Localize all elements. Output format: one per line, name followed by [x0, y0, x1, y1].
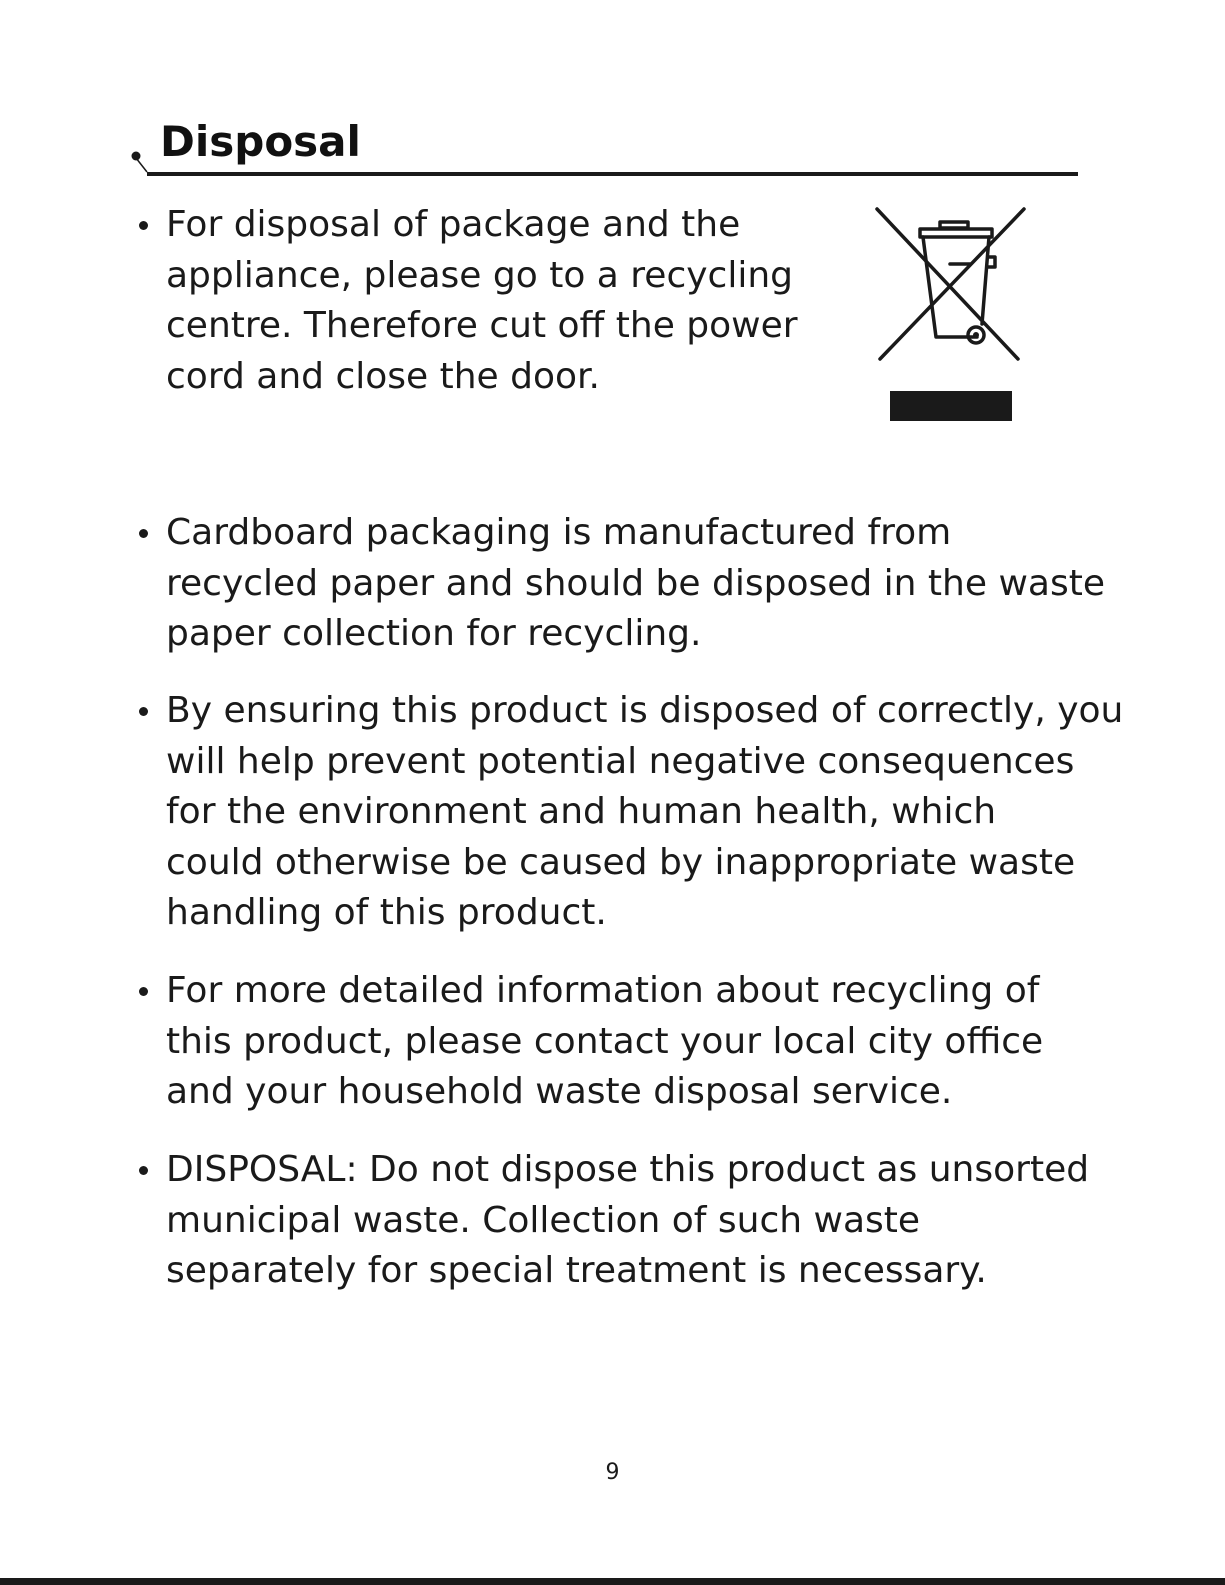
bullet-icon [139, 987, 148, 996]
list-item-line: DISPOSAL: Do not dispose this product as unsorted [166, 1149, 1090, 1190]
list-item-line: will help prevent potential negative consequences [166, 740, 1075, 782]
list-item-line: this product, please contact your local city office [166, 1020, 1044, 1062]
list-item-line: cord and close the door. [166, 355, 600, 397]
list-item [130, 686, 1123, 939]
bullet-icon [139, 707, 148, 716]
page-number: 9 [605, 1460, 620, 1485]
list-item-line: for the environment and human health, which [166, 791, 997, 832]
list-item-line: For disposal of package and the [166, 204, 741, 245]
bullet-icon [139, 1166, 148, 1175]
list-item-line: Cardboard packaging is manufactured from [166, 512, 952, 553]
list-item-line: For more detailed information about recycling of [166, 970, 1040, 1011]
list-item-line: appliance, please go to a recycling [166, 254, 794, 296]
section-title: Disposal [160, 117, 361, 166]
list-item-line: could otherwise be caused by inappropriate waste [166, 841, 1076, 883]
list-item-line: separately for special treatment is necessary. [166, 1250, 987, 1291]
list-item-line: paper collection for recycling. [166, 613, 702, 654]
list-item [130, 200, 798, 402]
list-item-line: centre. Therefore cut off the power [166, 305, 798, 346]
list-item-line: and your household waste disposal service. [166, 1071, 953, 1112]
list-item-line: By ensuring this product is disposed of correctly, you [166, 690, 1124, 731]
heading-underline [147, 172, 1078, 176]
list-item-line: handling of this product. [166, 892, 607, 933]
bottom-border [0, 1578, 1225, 1585]
list-item-line: municipal waste. Collection of such waste [166, 1199, 921, 1241]
list-item [130, 966, 1043, 1118]
list-item [130, 508, 1105, 660]
list-item-line: recycled paper and should be disposed in the waste [166, 562, 1105, 604]
bullet-icon [139, 529, 148, 538]
bullet-icon [139, 221, 148, 230]
list-item [130, 1145, 1089, 1297]
crossed-out-wheelie-bin-icon [870, 202, 1035, 427]
